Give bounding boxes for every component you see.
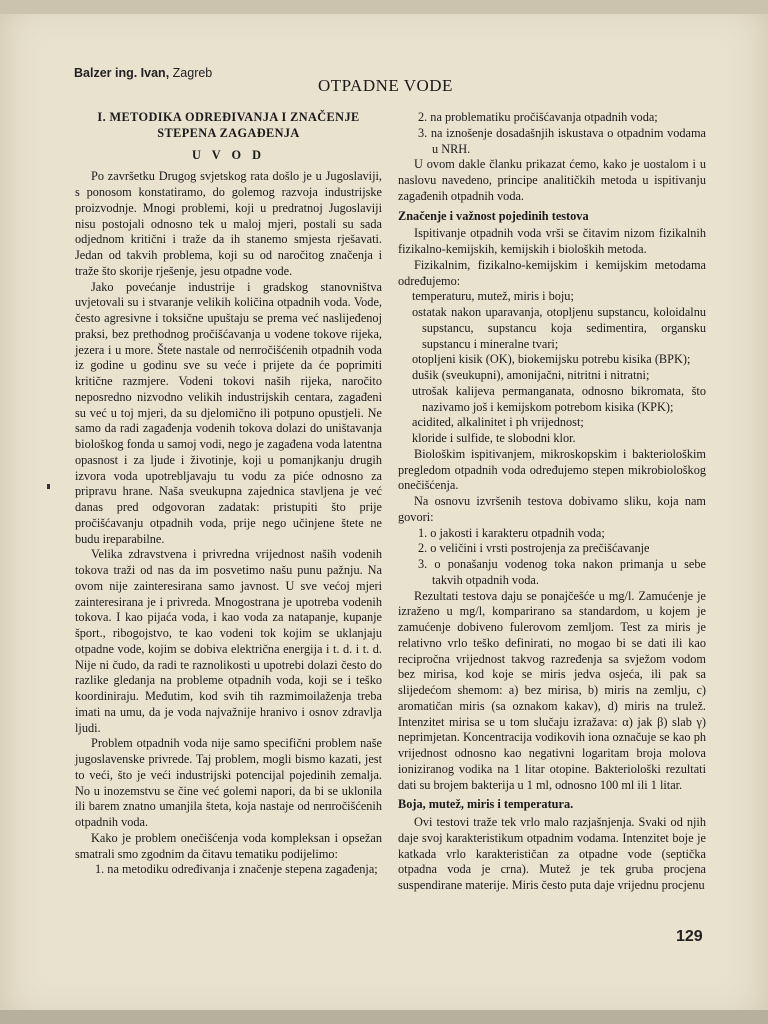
author-line	[74, 66, 212, 80]
paragraph: Na osnovu izvršenih testova dobivamo sliku, koja nam govori:	[398, 494, 706, 524]
paragraph: Fizikalnim, fizikalno-kemijskim i kemijskim metodama određujemo:	[398, 257, 706, 288]
method-item: ostatak nakon uparavanja, otopljenu supstancu, koloidalnu supstancu, supstancu koja sedimentira, organsku supstancu i mineralne tvari;	[412, 305, 706, 351]
page-top-edge	[0, 0, 768, 14]
article-title: OTPADNE VODE	[318, 76, 453, 95]
list-item: 3. o ponašanju vodenog toka nakon primanja u sebe takvih otpadnih voda.	[418, 557, 706, 587]
paragraph: U ovom dakle članku prikazat ćemo, kako je uostalom i u naslovu navedeno, principe analitičkih metoda u ispitivanju zagađenih otpadnih voda.	[398, 157, 706, 203]
margin-mark	[47, 484, 50, 489]
left-column	[75, 110, 382, 878]
paragraph: Po završetku Drugog svjetskog rata došlo je u Jugoslaviji, s ponosom konstatiramo, do golemog razvoja industrijske proizvodnje. Mnogi problemi, koji u predratnoj Jugoslaviji nisu postojali odnosno tek u maloj mjeri, postali su sada odjednom kritični i traže da ih stanemo smjesta rješavati. Jedan od takvih problema, koji su od naročitog značenja i traže što skorije rješenje, jesu otpadne vode.	[75, 169, 382, 278]
method-item: acidited, alkalinitet i ph vrijednost;	[412, 415, 584, 430]
author-place: Zagreb	[172, 66, 213, 80]
paragraph: Velika zdravstvena i privredna vrijednost naših vodenih tokova traži od nas da im posvetimo našu punu pažnju. Na ovom nije zainteresirana samo javnost. U sve većoj mjeri zainteresirana je i privreda. Mnogostrana je upotreba vodenih tokova. I kao pijaća voda, i kao voda za natapanje, kupanje šport., ribogojstvo, te kao vodeni tok kojim se uklanjaju otpadne vode, kojim se dobiva električna energija i t. d. i t. d. Nije ni čudo, da radi te raznolikosti u upotrebi dolazi često do razlike gledanja na probleme otpadnih voda, koji se i teško koordiniraju. Međutim, kod svih tih razmimoilaženja treba imati na umu, da je voda najvažnije hranivo i osnov zdravlja ljudi.	[75, 547, 382, 735]
list-item: 1. na metodiku određivanja i značenje stepena zagađenja;	[95, 862, 378, 877]
method-item: utrošak kalijeva permanganata, odnosno bikromata, što nazivamo još i kemijskom potrebom kisika (KPK);	[412, 383, 706, 414]
method-item: dušik (sveukupni), amonijačni, nitritni i nitratni;	[412, 368, 650, 382]
method-item: otopljeni kisik (OK), biokemijsku potrebu kisika (BPK);	[412, 352, 691, 367]
method-item: kloride i sulfide, te slobodni klor.	[412, 431, 576, 445]
section-heading-continued: STEPENA ZAGAĐENJA	[157, 125, 300, 140]
method-item: temperaturu, mutež, miris i boju;	[412, 289, 574, 304]
section-heading: I. METODIKA ODREĐIVANJA I ZNAČENJE	[97, 110, 360, 124]
right-column	[398, 110, 706, 894]
page-number: 129	[676, 928, 703, 945]
list-item: 2. o veličini i vrsti postrojenja za prečišćavanje	[418, 541, 650, 556]
paragraph: Kako je problem onečišćenja voda kompleksan i opsežan smatrali smo zgodnim da čitavu tematiku podijelimo:	[75, 830, 382, 861]
paragraph: Ispitivanje otpadnih voda vrši se čitavim nizom fizikalnih fizikalno-kemijskih, kemijskih i bioloških metoda.	[398, 226, 706, 256]
subsection-heading: Značenje i važnost pojedinih testova	[398, 208, 589, 223]
paragraph: Problem otpadnih voda nije samo specifični problem naše jugoslavenske privrede. Taj problem, mogli bismo kazati, jest to veći, što je veći industrijski potencijal pojedinih zemalja. No u inozemstvu se čine već golemi napori, da bi se uklonila ili barem znatno umanjila šteta, koja nastaje od neпročišćenih otpadnih voda.	[75, 736, 382, 829]
paragraph: Ovi testovi traže tek vrlo malo razjašnjenja. Svaki od njih daje svoj karakteristikum otpadnim vodama. Intenzitet boje je katkada vrlo karakterističan za otpadne vode (septička otpadna voda je crna). Mutež je tek gruba procjena suspendirane materije. Miris često puta daje vrijednu procjenu	[398, 815, 706, 892]
paragraph: Biološkim ispitivanjem, mikroskopskim i bakteriološkim pregledom otpadnih voda određujemo stepen mikrobiološkog onečišćenja.	[398, 446, 706, 493]
list-item: 2. na problematiku pročišćavanja otpadnih voda;	[418, 110, 658, 124]
list-item: 3. na iznošenje dosadašnjih iskustava o otpadnim vodama u NRH.	[418, 125, 706, 156]
paragraph: Rezultati testova daju se ponajčešće u mg/l. Zamućenje je izraženo u mg/l, kompariranо sa standardom, u kojem je zamućenje dobiveno fulerovom zemljom. Test za miris je relativno vrlo teško definirati, no mogao bi se dati ili kao recipročna vrijednost takvog razređenja sa svježom vodom bez mirisa, kod koje se miris jedva osjeća, ili pak sa slijedećom shemom: a) bez mirisa, b) miris na zemlju, c) aromatičan miris (sa oznakom kakav), d) miris na trulež. Intenzitet mirisa se u tom slučaju izražava: α) jak β) slab γ) neprimjetan. Koncentracija vodikovih iona označuje se kao ph vrijednost odnosno kao negativni logaritam broja molova ioniziranog vodika na 1 litar otopine. Bakteriološki rezultati dati su brojem bakterija u 1 ml, odnosno 100 ml ili 1 litar.	[398, 588, 706, 792]
subsection-heading: Boja, mutež, miris i temperatura.	[398, 797, 574, 812]
author-name: Balzer ing. Ivan,	[74, 66, 170, 80]
subsection-heading-uvod: U V O D	[192, 147, 265, 162]
paragraph: Jako povećanje industrije i gradskog stanovništva uvjetovali su i stvaranje velikih količina otpadnih voda. Vode, često agresivne i toksične upuštaju se prema već naslijeđenoj praksi, bez prethodnog pročišćavanja u vodene tokove rijeka, jezera i u more. Štete nastale od neпročišćenih otpadnih voda iz godine u godinu sve su veće i prijete da će poprimiti kritične razmjere. Vodeni tokovi naših rijeka, naročito neposredno nizvodno velikih industrijskih centara, zagađeni su već u toj mjeri, da su djelomično ili potpuno opustjeli. Ne samo da radi zagađenja vodenih tokova dolazi do uništavanja biološkog fonda u samoj vodi, nego je zagađena voda latentna opasnost i za ljude i životinje, koji u pomanjkanju drugih izvora voda upotrebljavaju tu vodu za piće odnosno za pripravu hrane. Naša sveukupna zajednica stavljena je već danas pred odgovoran zadatak: pristupiti što prije pročišćavanju otpadnih voda, prije nego učinjene štete ne budu ireparabilne.	[75, 279, 382, 546]
list-item: 1. o jakosti i karakteru otpadnih voda;	[418, 525, 605, 540]
page-bottom-edge	[0, 1010, 768, 1024]
